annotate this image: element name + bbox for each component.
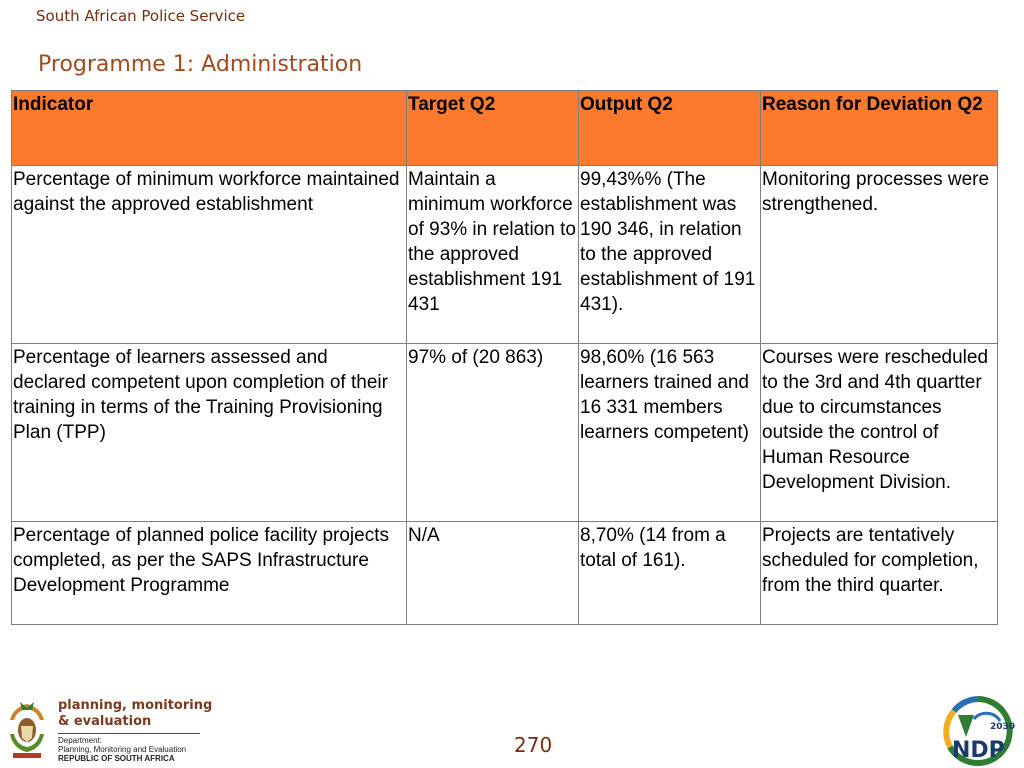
indicator-cell: Percentage of minimum workforce maintained against the approved establishment	[12, 166, 407, 344]
column-header-output: Output Q2	[579, 91, 761, 166]
table-row	[12, 166, 998, 344]
table-header-row	[12, 91, 998, 166]
output-cell: 98,60% (16 563 learners trained and 16 331 members learners competent)	[579, 344, 761, 522]
ndp-letters-text: NDP	[952, 738, 1005, 763]
dpme-divider	[58, 733, 200, 734]
organisation-name: South African Police Service	[36, 7, 246, 25]
dpme-department-text	[58, 736, 186, 763]
reason-cell: Monitoring processes were strengthened.	[761, 166, 998, 344]
reason-cell: Projects are tentatively scheduled for completion, from the third quarter.	[761, 522, 998, 625]
column-header-indicator: Indicator	[12, 91, 407, 166]
table-row	[12, 522, 998, 625]
reason-cell: Courses were rescheduled to the 3rd and 4th quartter due to circumstances outside the control of Human Resource Development Division.	[761, 344, 998, 522]
target-cell: 97% of (20 863)	[407, 344, 579, 522]
output-cell: 99,43%% (The establishment was 190 346, in relation to the approved establishment of 191 431).	[579, 166, 761, 344]
output-cell: 8,70% (14 from a total of 161).	[579, 522, 761, 625]
dpme-dept-line-3: REPUBLIC OF SOUTH AFRICA	[58, 754, 175, 763]
dpme-logo	[4, 698, 213, 764]
ndp-year-text: 2030	[990, 722, 1016, 732]
dpme-dept-line-2: Planning, Monitoring and Evaluation	[58, 745, 187, 754]
dpme-brand-text	[58, 698, 212, 730]
target-cell: Maintain a minimum workforce of 93% in relation to the approved establishment 191 431	[407, 166, 579, 344]
table-row	[12, 344, 998, 522]
column-header-reason: Reason for Deviation Q2	[761, 91, 998, 166]
dpme-dept-line-1: Department:	[58, 736, 103, 745]
page-number: 270	[514, 733, 553, 757]
page-title: Programme 1: Administration	[38, 52, 363, 77]
target-cell: N/A	[407, 522, 579, 625]
indicator-cell: Percentage of learners assessed and declared competent upon completion of their training in terms of the Training Provisioning Plan (TPP)	[12, 344, 407, 522]
dpme-brand-line-1: planning, monitoring	[58, 698, 213, 713]
column-header-target: Target Q2	[407, 91, 579, 166]
ndp-2030-logo	[944, 697, 1016, 765]
coat-of-arms-icon	[4, 700, 50, 762]
indicator-cell: Percentage of planned police facility projects completed, as per the SAPS Infrastructure Development Programme	[12, 522, 407, 625]
indicator-table	[11, 90, 998, 625]
dpme-brand-line-2: & evaluation	[58, 714, 152, 729]
